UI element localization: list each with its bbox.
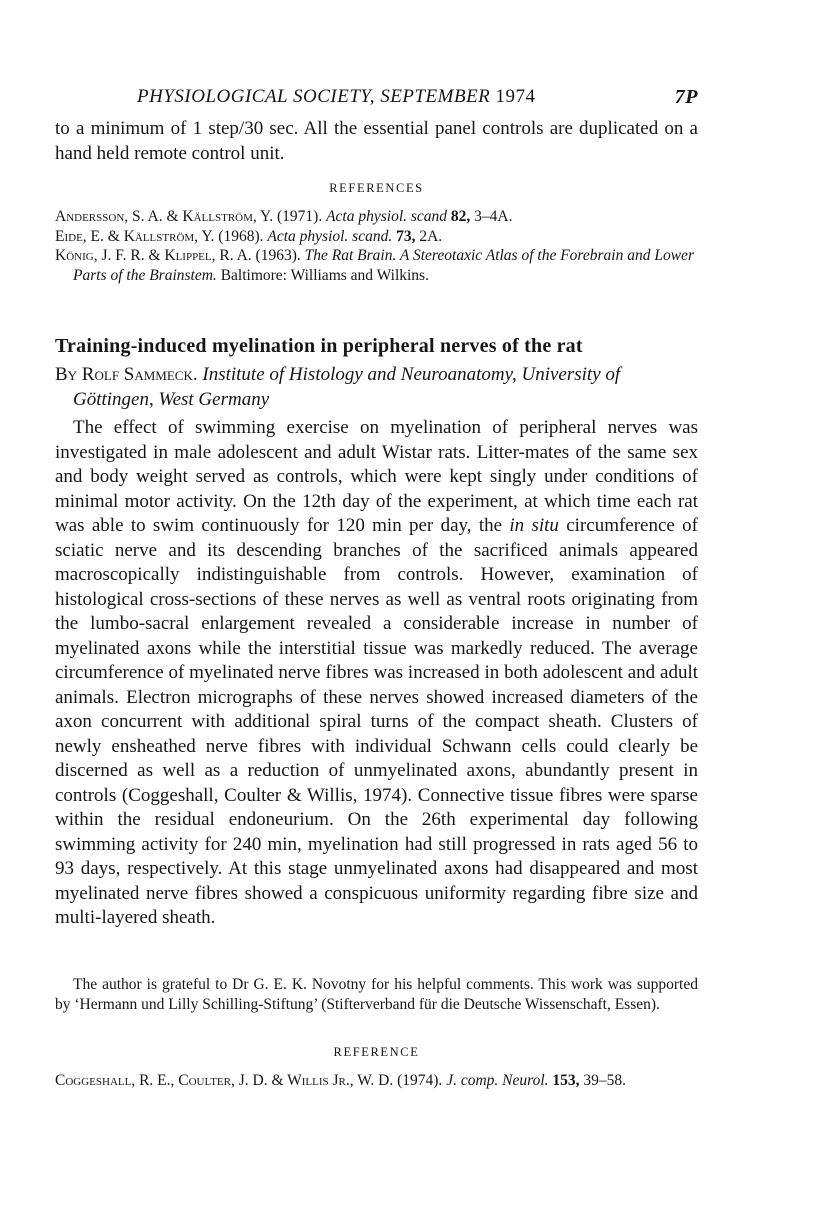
reference-entry: Andersson, S. A. & Källström, Y. (1971). Acta physiol. scand 82, 3–4A. — [55, 208, 513, 225]
in-situ-term: in situ — [509, 515, 559, 536]
reference-entry: Eide, E. & Källström, Y. (1968). Acta physiol. scand. 73, 2A. — [55, 227, 443, 245]
reference-entry: König, J. F. R. & Klippel, R. A. (1963). The Rat Brain. A Stereotaxic Atlas of the Forebrain and Lower Parts of the Brainstem. Baltimore: Williams and Wilkins. — [55, 247, 694, 284]
reference-list — [55, 207, 698, 285]
byline — [55, 363, 698, 412]
abstract-paragraph: The effect of swimming exercise on myelination of peripheral nerves was investigated in male adolescent and adult Wistar rats. Litter-mates of the same sex and body weight served as controls, which were kept singly under conditions of minimal motor activity. On the 12th day of the experiment, at which time each rat was able to swim continuously for 120 min per day, the in situ circumference of sciatic nerve and its descending branches of the sacrificed animals appeared macroscopically indistinguishable from controls. However, examination of histological cross-sections of these nerves as well as ventral roots originating from the lumbo-sacral enlargement revealed a considerable increase in number of myelinated axons while the interstitial tissue was markedly reduced. The average circumference of myelinated nerve fibres was increased in both adolescent and adult animals. Electron micrographs of these nerves showed increased diameters of the axon concurrent with additional spiral turns of the compact sheath. Clusters of newly ensheathed nerve fibres with individual Schwann cells could clearly be discerned as well as a reduction of unmyelinated axons, abundantly present in controls (Coggeshall, Coulter & Willis, 1974). Connective tissue fibres were sparse within the residual endoneurium. On the 26th experimental day following swimming activity for 240 min, myelination had still progressed in rats aged 56 to 93 days, respectively. At this stage unmyelinated axons had disappeared and most myelinated nerve fibres showed a conspicuous uniformity regarding fibre size and multi-layered sheath. — [55, 417, 698, 928]
intro-paragraph: to a minimum of 1 step/30 sec. All the essential panel controls are duplicated on a hand held remote control unit. — [55, 118, 698, 164]
author-name: By Rolf Sammeck. — [55, 364, 198, 385]
affiliation-line2: Göttingen, West Germany — [73, 388, 270, 410]
references-heading: REFERENCES — [329, 181, 424, 195]
reference-list — [55, 1071, 698, 1091]
article-title: Training-induced myelination in peripheral nerves of the rat — [55, 335, 583, 357]
page-number: 7P — [674, 86, 698, 108]
affiliation-line1: Institute of Histology and Neuroanatomy, University of — [202, 364, 621, 385]
running-header — [55, 86, 698, 112]
reference-heading: REFERENCE — [333, 1045, 420, 1059]
reference-entry: Coggeshall, R. E., Coulter, J. D. & Willis Jr., W. D. (1974). J. comp. Neurol. 153, 39–58. — [55, 1072, 626, 1089]
journal-header-title: PHYSIOLOGICAL SOCIETY, SEPTEMBER 1974 — [137, 86, 536, 107]
acknowledgement: The author is grateful to Dr G. E. K. Novotny for his helpful comments. This work was supported by ‘Hermann und Lilly Schilling-Stiftung’ (Stifterverband für die Deutsche Wissenschaft, Essen). — [55, 976, 698, 1013]
header-year: 1974 — [495, 86, 536, 107]
